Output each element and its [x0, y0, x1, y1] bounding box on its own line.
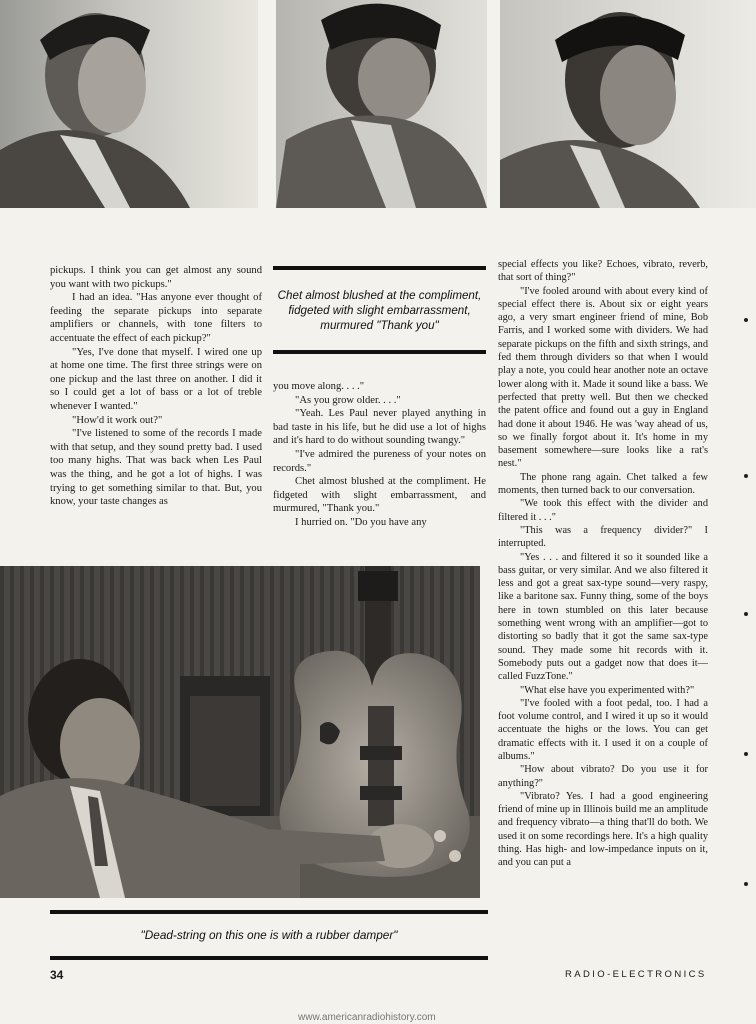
paragraph: "I've listened to some of the records I made with that setup, and they sound pretty bad. I used too many highs. That was back when Les Paul was the thing, and he got a lot of highs. I was trying to get something similar to that. But, you know, your taste changes as: [50, 428, 262, 508]
article-column-2: [273, 380, 486, 530]
paragraph: "Yeah. Les Paul never played anything in bad taste in his life, but he did use a lot of highs and it's hard to do without sounding twangy.": [273, 408, 486, 447]
margin-dot: [744, 882, 748, 886]
paragraph: "This was a frequency divider?" I interrupted.: [498, 524, 708, 550]
paragraph: pickups. I think you can get almost any sound you want with two pickups.": [50, 265, 262, 290]
photo-caption: "Dead-string on this one is with a rubber damper": [140, 928, 398, 942]
pull-quote-top-rule: [273, 266, 486, 270]
running-title: RADIO-ELECTRONICS: [565, 969, 707, 980]
paragraph: "Yes, I've done that myself. I wired one up at home one time. The first three strings were on one pickup and the last three on another. I did it so I could get a lot of bass or a lot of treble whenever I wanted.": [50, 346, 262, 412]
paragraph: I hurried on. "Do you have any: [295, 516, 427, 528]
paragraph: "I've admired the pureness of your notes on records.": [273, 448, 486, 474]
portrait-photo-3: [500, 0, 756, 208]
article-column-1: [50, 264, 262, 509]
page-number: 34: [50, 968, 64, 982]
pull-quote: Chet almost blushed at the compliment, fidgeted with slight embarrassment, murmured "Thank you": [277, 289, 482, 332]
paragraph: "Vibrato? Yes. I had a good engineering friend of mine up in Illinois build me an amplitude and frequency vibrato—a thing that'll do both. We used it on some recordings here. It's a high quality thing. Has high- and low-impedance inputs on it, and you can put a: [498, 790, 708, 869]
paragraph: "I've fooled with a foot pedal, too. I had a foot volume control, and I wired it up so it would accentuate the highs or the lows. You can get dramatic effects with it. I used it on a couple of albums.": [498, 697, 708, 762]
paragraph: "How'd it work out?": [72, 414, 163, 426]
caption-bottom-rule: [50, 956, 488, 960]
margin-dot: [744, 318, 748, 322]
article-column-3: [498, 258, 708, 870]
paragraph: Chet almost blushed at the compliment. He fidgeted with slight embarrassment, and murmured, "Thank you.": [273, 476, 486, 515]
margin-dot: [744, 752, 748, 756]
guitarist-photo: [0, 566, 480, 898]
paragraph: special effects you like? Echoes, vibrato, reverb, that sort of thing?": [498, 259, 708, 284]
source-url: www.americanradiohistory.com: [298, 1012, 436, 1023]
caption-top-rule: [50, 910, 488, 914]
paragraph: you move along. . . .": [273, 381, 365, 392]
paragraph: The phone rang again. Chet talked a few moments, then turned back to our conversation.: [498, 471, 708, 497]
paragraph: "I've fooled around with about every kind of special effect there is. About six or eight years ago, a very smart engineer friend of mine, Bob Farris, and I worked some with dividers. We had separate pickups on the fifth and sixth strings, and fed them through dividers so that when I would play a note, you could hear another note an octave lower along with it. Made it sound like a bass. We perfected that pretty well. But then we checked the patent office and found out a guy in England had done it about 1946. He was 'way ahead of us, so we finally forgot about it. It's home in my basement somewhere—sure looks like a rat's nest.": [498, 285, 708, 470]
paragraph: "How about vibrato? Do you use it for anything?": [498, 764, 708, 789]
paragraph: "As you grow older. . . .": [295, 394, 401, 406]
paragraph: "We took this effect with the divider and filtered it . . .": [498, 498, 708, 523]
portrait-photo-1: [0, 0, 258, 208]
portrait-photo-2: [276, 0, 487, 208]
margin-dot: [744, 612, 748, 616]
paragraph: I had an idea. "Has anyone ever thought of feeding the separate pickups into separate amplifiers or channels, with tone filters to accentuate the effect of each pickup?": [50, 292, 262, 344]
margin-dot: [744, 474, 748, 478]
paragraph: "What else have you experimented with?": [520, 684, 695, 696]
paragraph: "Yes . . . and filtered it so it sounded like a bass guitar, or very similar. And we also filtered it less and got a great sax-type sound—very raspy, like a baritone sax. Funny thing, some of the boys here in town stumbled on this later because something went wrong with an amplifier—got to distorting so badly that it got the same sax-type sound. They made some hit records with it. Somebody puts out a gadget now that does it—called FuzzTone.": [498, 551, 708, 683]
pull-quote-bottom-rule: [273, 350, 486, 354]
